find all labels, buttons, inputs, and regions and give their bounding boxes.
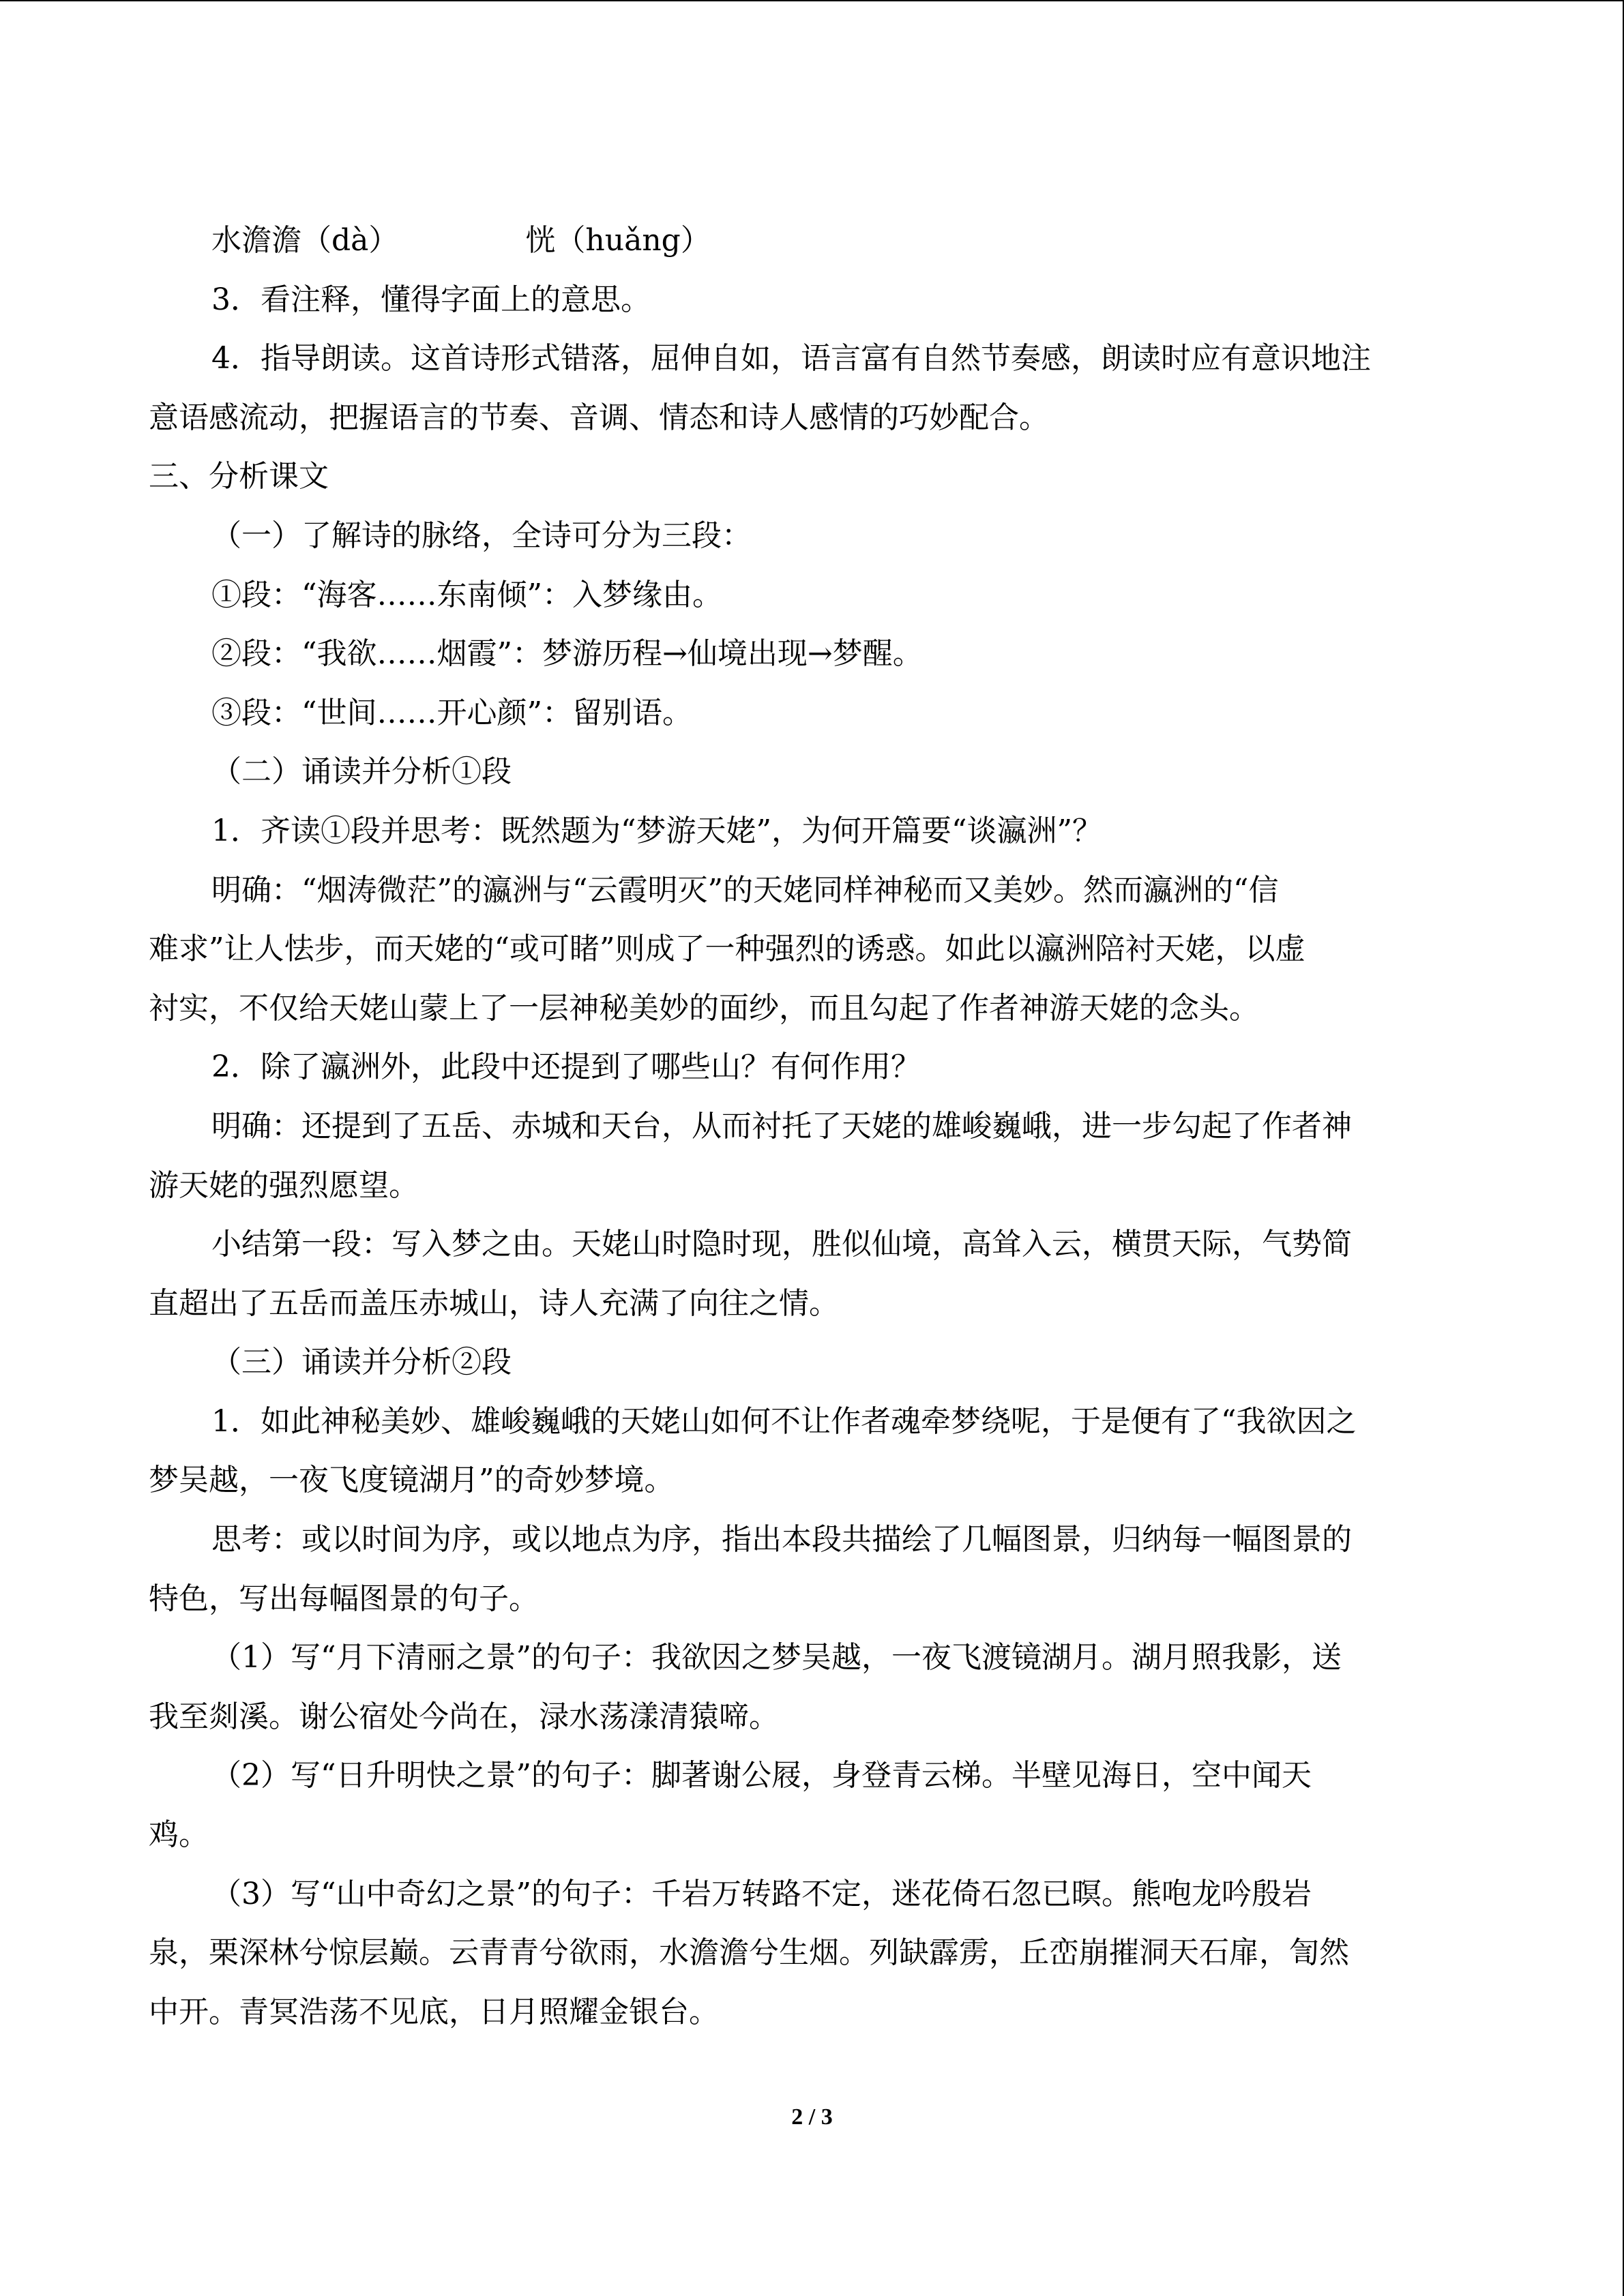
section-heading: 三、分析课文 <box>149 459 329 494</box>
pinyin-right: 恍（huǎng） <box>525 223 711 258</box>
scene-2-line: （2）写“日升明快之景”的句子：脚著谢公屐，身登青云梯。半壁见海日，空中闻天 <box>211 1758 1312 1793</box>
paragraph-line: 鸡。 <box>149 1817 209 1853</box>
step-3-line: 3．看注释，懂得字面上的意思。 <box>211 282 651 317</box>
outline-item: ①段：“海客……东南倾”：入梦缘由。 <box>211 577 722 612</box>
scene-3-line: （3）写“山中奇幻之景”的句子：千岩万转路不定，迷花倚石忽已暝。熊咆龙吟殷岩 <box>211 1876 1312 1911</box>
summary-line: 小结第一段：写入梦之由。天姥山时隐时现，胜似仙境，高耸入云，横贯天际，气势简 <box>211 1227 1352 1262</box>
question-line: 2．除了瀛洲外，此段中还提到了哪些山？有何作用？ <box>211 1049 921 1085</box>
page-top-border <box>0 0 1624 3</box>
outline-item: ②段：“我欲……烟霞”：梦游历程→仙境出现→梦醒。 <box>211 636 923 672</box>
paragraph-line: 泉，栗深林兮惊层巅。云青青兮欲雨，水澹澹兮生烟。列缺霹雳，丘峦崩摧洞天石扉，訇然 <box>149 1935 1349 1971</box>
paragraph-line: 衬实，不仅给天姥山蒙上了一层神秘美妙的面纱，而且勾起了作者神游天姥的念头。 <box>149 990 1259 1026</box>
paragraph-line: 直超出了五岳而盖压赤城山，诗人充满了向往之情。 <box>149 1285 839 1321</box>
subsection-heading: （二）诵读并分析①段 <box>211 754 512 790</box>
answer-line: 明确：还提到了五岳、赤城和天台，从而衬托了天姥的雄峻巍峨，进一步勾起了作者神 <box>211 1108 1352 1144</box>
step-4-line: 4．指导朗读。这首诗形式错落，屈伸自如，语言富有自然节奏感，朗读时应有意识地注 <box>211 341 1371 376</box>
paragraph-line: 游天姥的强烈愿望。 <box>149 1167 419 1203</box>
thinking-line: 思考：或以时间为序，或以地点为序，指出本段共描绘了几幅图景，归纳每一幅图景的 <box>211 1522 1352 1557</box>
question-line: 1．齐读①段并思考：既然题为“梦游天姥”，为何开篇要“谈瀛洲”？ <box>211 813 1102 848</box>
question-line: 1．如此神秘美妙、雄峻巍峨的天姥山如何不让作者魂牵梦绕呢，于是便有了“我欲因之 <box>211 1403 1357 1439</box>
subsection-heading: （三）诵读并分析②段 <box>211 1345 512 1380</box>
paragraph-line: 梦吴越，一夜飞度镜湖月”的奇妙梦境。 <box>149 1463 675 1498</box>
paragraph-line: 难求”让人怯步，而天姥的“或可睹”则成了一种强烈的诱惑。如此以瀛洲陪衬天姥，以虚 <box>149 931 1305 967</box>
paragraph-line: 中开。青冥浩荡不见底，日月照耀金银台。 <box>149 1994 719 2029</box>
pinyin-left: 水澹澹（dà） <box>211 223 399 258</box>
paragraph-line: 特色，写出每幅图景的句子。 <box>149 1581 539 1616</box>
paragraph-line: 我至剡溪。谢公宿处今尚在，渌水荡漾清猿啼。 <box>149 1699 779 1734</box>
answer-line: 明确：“烟涛微茫”的瀛洲与“云霞明灭”的天姥同样神秘而又美妙。然而瀛洲的“信 <box>211 872 1279 908</box>
document-body <box>149 211 1475 2042</box>
scene-1-line: （1）写“月下清丽之景”的句子：我欲因之梦吴越，一夜飞渡镜湖月。湖月照我影，送 <box>211 1640 1342 1675</box>
pinyin-line <box>149 211 1475 271</box>
page-number: 2 / 3 <box>791 2104 833 2130</box>
paragraph-line: 意语感流动，把握语言的节奏、音调、情态和诗人感情的巧妙配合。 <box>149 400 1049 435</box>
outline-item: ③段：“世间……开心颜”：留别语。 <box>211 695 692 730</box>
subsection-heading: （一）了解诗的脉络，全诗可分为三段： <box>211 518 752 553</box>
